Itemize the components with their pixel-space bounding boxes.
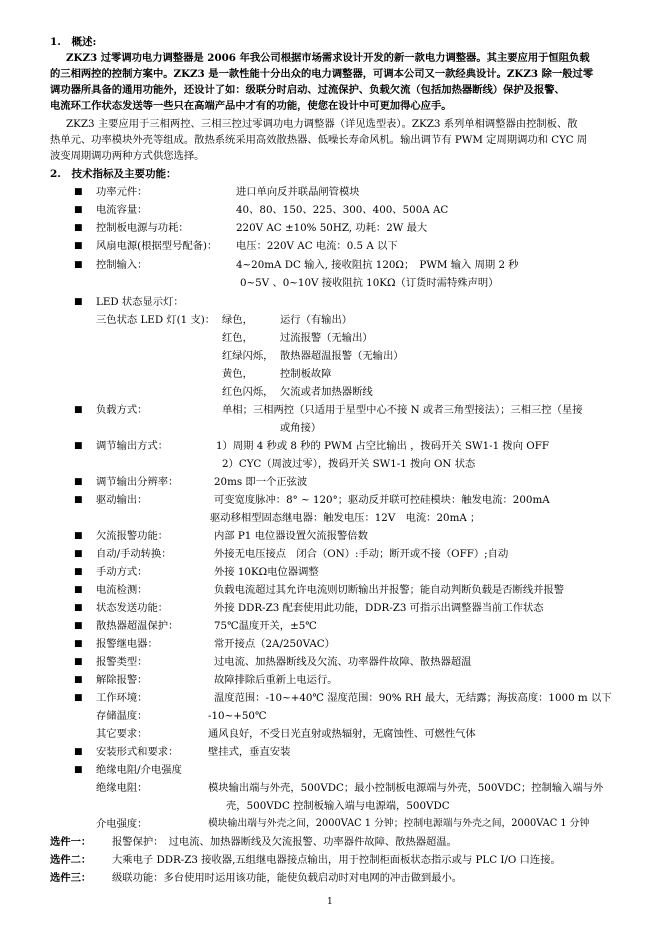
option-label: 选件二： xyxy=(50,854,92,866)
bullet-icon: ■ xyxy=(74,495,83,505)
spec-value: 或角接） xyxy=(280,422,322,434)
spec-value: 模块输出端与外壳，500VDC；最小控制板电源端与外壳，500VDC；控制输入端与外 xyxy=(208,782,604,794)
spec-label: 调节输出方式： xyxy=(96,440,169,452)
spec-value: -10~+50℃ xyxy=(208,710,267,722)
spec-label: 工作环境： xyxy=(96,692,148,704)
spec-value: 2）CYC（周波过零），拨码开关 SW1-1 拨向 ON 状态 xyxy=(222,458,476,470)
spec-label: 散热器超温保护： xyxy=(96,620,179,632)
spec-value: 20ms 即一个正弦波 xyxy=(214,476,308,488)
spec-label: 电流容量： xyxy=(96,204,148,216)
led-meaning: 欠流或者加热器断线 xyxy=(280,386,373,398)
spec-label: 其它要求： xyxy=(96,728,148,740)
bullet-icon: ■ xyxy=(74,441,83,451)
spec-label: 手动方式： xyxy=(96,566,148,578)
bullet-icon: ■ xyxy=(74,585,83,595)
spec-value: 电压：220V AC 电流：0.5 A 以下 xyxy=(236,240,398,252)
spec-value: 进口单向反并联晶闸管模块 xyxy=(236,186,360,198)
spec-label: 绝缘电阻/介电强度 xyxy=(96,764,182,776)
bullet-icon: ■ xyxy=(74,621,83,631)
spec-value: 外接 10KΩ电位器调整 xyxy=(214,566,319,578)
option-label: 选件一： xyxy=(50,836,92,848)
bullet-icon: ■ xyxy=(74,567,83,577)
spec-value: 0~5V 、0~10V 接收阻抗 10KΩ（订货时需特殊声明） xyxy=(240,277,499,289)
option-text: 级联功能：多台使用时运用该功能，能使负载启动时对电网的冲击做到最小。 xyxy=(112,872,463,884)
spec-value: 过电流、加热器断线及欠流、功率器件故障、散热器超温 xyxy=(214,656,472,668)
led-state: 红色， xyxy=(222,332,253,344)
intro-line: 热单元、功率模块外壳等组成。散热系统采用高效散热器、低噪长寿命风机。输出调节有 PWM 定周期调功和 CYC 周 xyxy=(50,134,588,146)
bullet-icon: ■ xyxy=(74,260,83,270)
section1-heading: 1. 概述: xyxy=(50,36,97,48)
spec-label: 自动/手动转换： xyxy=(96,548,172,560)
led-state: 红绿闪烁， xyxy=(222,350,274,362)
led-state: 绿色， xyxy=(222,314,253,326)
bullet-icon: ■ xyxy=(74,693,83,703)
section2-heading: 2. 技术指标及主要功能： xyxy=(50,168,177,180)
option-label: 选件三： xyxy=(50,872,92,884)
spec-label: 绝缘电阻： xyxy=(96,782,148,794)
bullet-icon: ■ xyxy=(74,747,83,757)
spec-label: 控制板电源与功耗： xyxy=(96,222,189,234)
spec-label: 调节输出分辨率： xyxy=(96,476,179,488)
bullet-icon: ■ xyxy=(74,675,83,685)
spec-value: 内部 P1 电位器设置欠流报警倍数 xyxy=(214,530,368,542)
spec-label: 欠流报警功能： xyxy=(96,530,169,542)
spec-label: 存储温度： xyxy=(96,710,148,722)
option-text: 大乘电子 DDR-Z3 接收器,五组继电器接点输出，用于控制柜面板状态指示或与 PLC I/O 口连接。 xyxy=(112,854,561,866)
bullet-icon: ■ xyxy=(74,657,83,667)
bullet-icon: ■ xyxy=(74,405,83,415)
bullet-icon: ■ xyxy=(74,241,83,251)
page-number: 1 xyxy=(327,897,333,907)
spec-value: 常开接点（2A/250VAC） xyxy=(214,638,335,650)
intro-bold-line: 的三相两控的控制方案中。ZKZ3 是一款性能十分出众的电力调整器，可调本公司又一款经典设计。ZKZ3 除一般过零 xyxy=(50,68,594,80)
spec-label: 安装形式和要求： xyxy=(96,746,179,758)
intro-line: 波变周期调功两种方式供您选择。 xyxy=(50,150,205,162)
bullet-icon: ■ xyxy=(74,223,83,233)
spec-value: 1）周期 4 秒或 8 秒的 PWM 占空比输出 ，拨码开关 SW1-1 拨向 OFF xyxy=(216,440,550,452)
spec-label: 介电强度： xyxy=(96,818,148,830)
spec-value: 4~20mA DC 输入, 接收阻抗 120Ω； PWM 输入 周期 2 秒 xyxy=(236,259,519,271)
bullet-icon: ■ xyxy=(74,297,83,307)
led-meaning: 过流报警（无输出） xyxy=(280,332,373,344)
spec-value: 可变宽度脉冲：8° ~ 120°；驱动反并联可控硅模块：触发电流：200mA xyxy=(214,494,550,506)
spec-value: 单相；三相两控（只适用于星型中心不接 N 或者三角型接法）；三相三控（星接 xyxy=(222,404,583,416)
spec-value: 220V AC ±10% 50HZ, 功耗：2W 最大 xyxy=(236,222,428,234)
spec-value: 壳，500VDC 控制板输入端与电源端，500VDC xyxy=(226,800,450,812)
spec-label: LED 状态显示灯： xyxy=(96,296,184,308)
spec-value: 驱动移相型固态继电器：触发电压：12V 电流：20mA ； xyxy=(210,512,481,524)
spec-label: 风扇电源(根据型号配备)： xyxy=(96,240,218,252)
spec-label: 电流检测： xyxy=(96,584,148,596)
spec-label: 报警继电器： xyxy=(96,638,158,650)
spec-value: 40、80、150、225、300、400、500A AC xyxy=(236,204,449,216)
spec-label: 功率元件： xyxy=(96,186,148,198)
bullet-icon: ■ xyxy=(74,531,83,541)
led-label: 三色状态 LED 灯(1 支)： xyxy=(96,314,216,326)
spec-label: 驱动输出： xyxy=(96,494,148,506)
intro-line: ZKZ3 主要应用于三相两控、三相三控过零调功电力调整器（详见选型表）。ZKZ3 系列单相调整器由控制板、散 xyxy=(66,118,578,130)
spec-value: 负载电流超过其允许电流则切断输出并报警；能自动判断负载是否断线并报警 xyxy=(214,584,565,596)
bullet-icon: ■ xyxy=(74,765,83,775)
bullet-icon: ■ xyxy=(74,477,83,487)
spec-value: 温度范围：-10~+40℃ 湿度范围：90% RH 最大，无结露；海拔高度：1000 m 以下 xyxy=(214,692,612,704)
bullet-icon: ■ xyxy=(74,205,83,215)
spec-label: 报警类型： xyxy=(96,656,148,668)
spec-value: 通风良好，不受日光直射或热辐射，无腐蚀性、可燃性气体 xyxy=(208,728,476,740)
spec-value: 壁挂式，垂直安装 xyxy=(208,746,291,758)
option-text: 报警保护： 过电流、加热器断线及欠流报警、功率器件故障、散热器超温。 xyxy=(112,836,457,848)
bullet-icon: ■ xyxy=(74,549,83,559)
spec-label: 解除报警： xyxy=(96,674,148,686)
intro-bold-line: 调功器所具备的通用功能外，还设计了如：级联分时启动、过流保护、负载欠流（包括加热器断线）保护及报警、 xyxy=(50,84,565,96)
spec-label: 负载方式： xyxy=(96,404,148,416)
intro-bold-line: 电流环工作状态发送等一些只在高端产品中才有的功能，使您在设计中可更加得心应手。 xyxy=(50,100,452,112)
spec-value: 模块输出端与外壳之间，2000VAC 1 分钟；控制电源端与外壳之间，2000VAC 1 分钟 xyxy=(208,818,590,829)
spec-value: 75℃温度开关，±5℃ xyxy=(214,620,317,632)
led-meaning: 运行（有输出） xyxy=(280,314,353,326)
spec-label: 控制输入： xyxy=(96,259,148,271)
spec-label: 状态发送功能： xyxy=(96,602,169,614)
spec-value: 外接无电压接点 闭合（ON）:手动；断开或不接（OFF）;自动 xyxy=(214,548,509,560)
spec-value: 外接 DDR-Z3 配套使用此功能，DDR-Z3 可指示出调整器当前工作状态 xyxy=(214,602,544,614)
led-meaning: 控制板故障 xyxy=(280,368,332,380)
led-meaning: 散热器超温报警（无输出） xyxy=(280,350,404,362)
bullet-icon: ■ xyxy=(74,187,83,197)
bullet-icon: ■ xyxy=(74,603,83,613)
led-state: 黄色， xyxy=(222,368,253,380)
led-state: 红色闪烁， xyxy=(222,386,274,398)
spec-value: 故障排除后重新上电运行。 xyxy=(214,674,338,686)
bullet-icon: ■ xyxy=(74,639,83,649)
intro-bold-line: ZKZ3 过零调功电力调整器是 2006 年我公司根据市场需求设计开发的新一款电力调整器。其主要应用于恒阻负载 xyxy=(66,52,590,64)
